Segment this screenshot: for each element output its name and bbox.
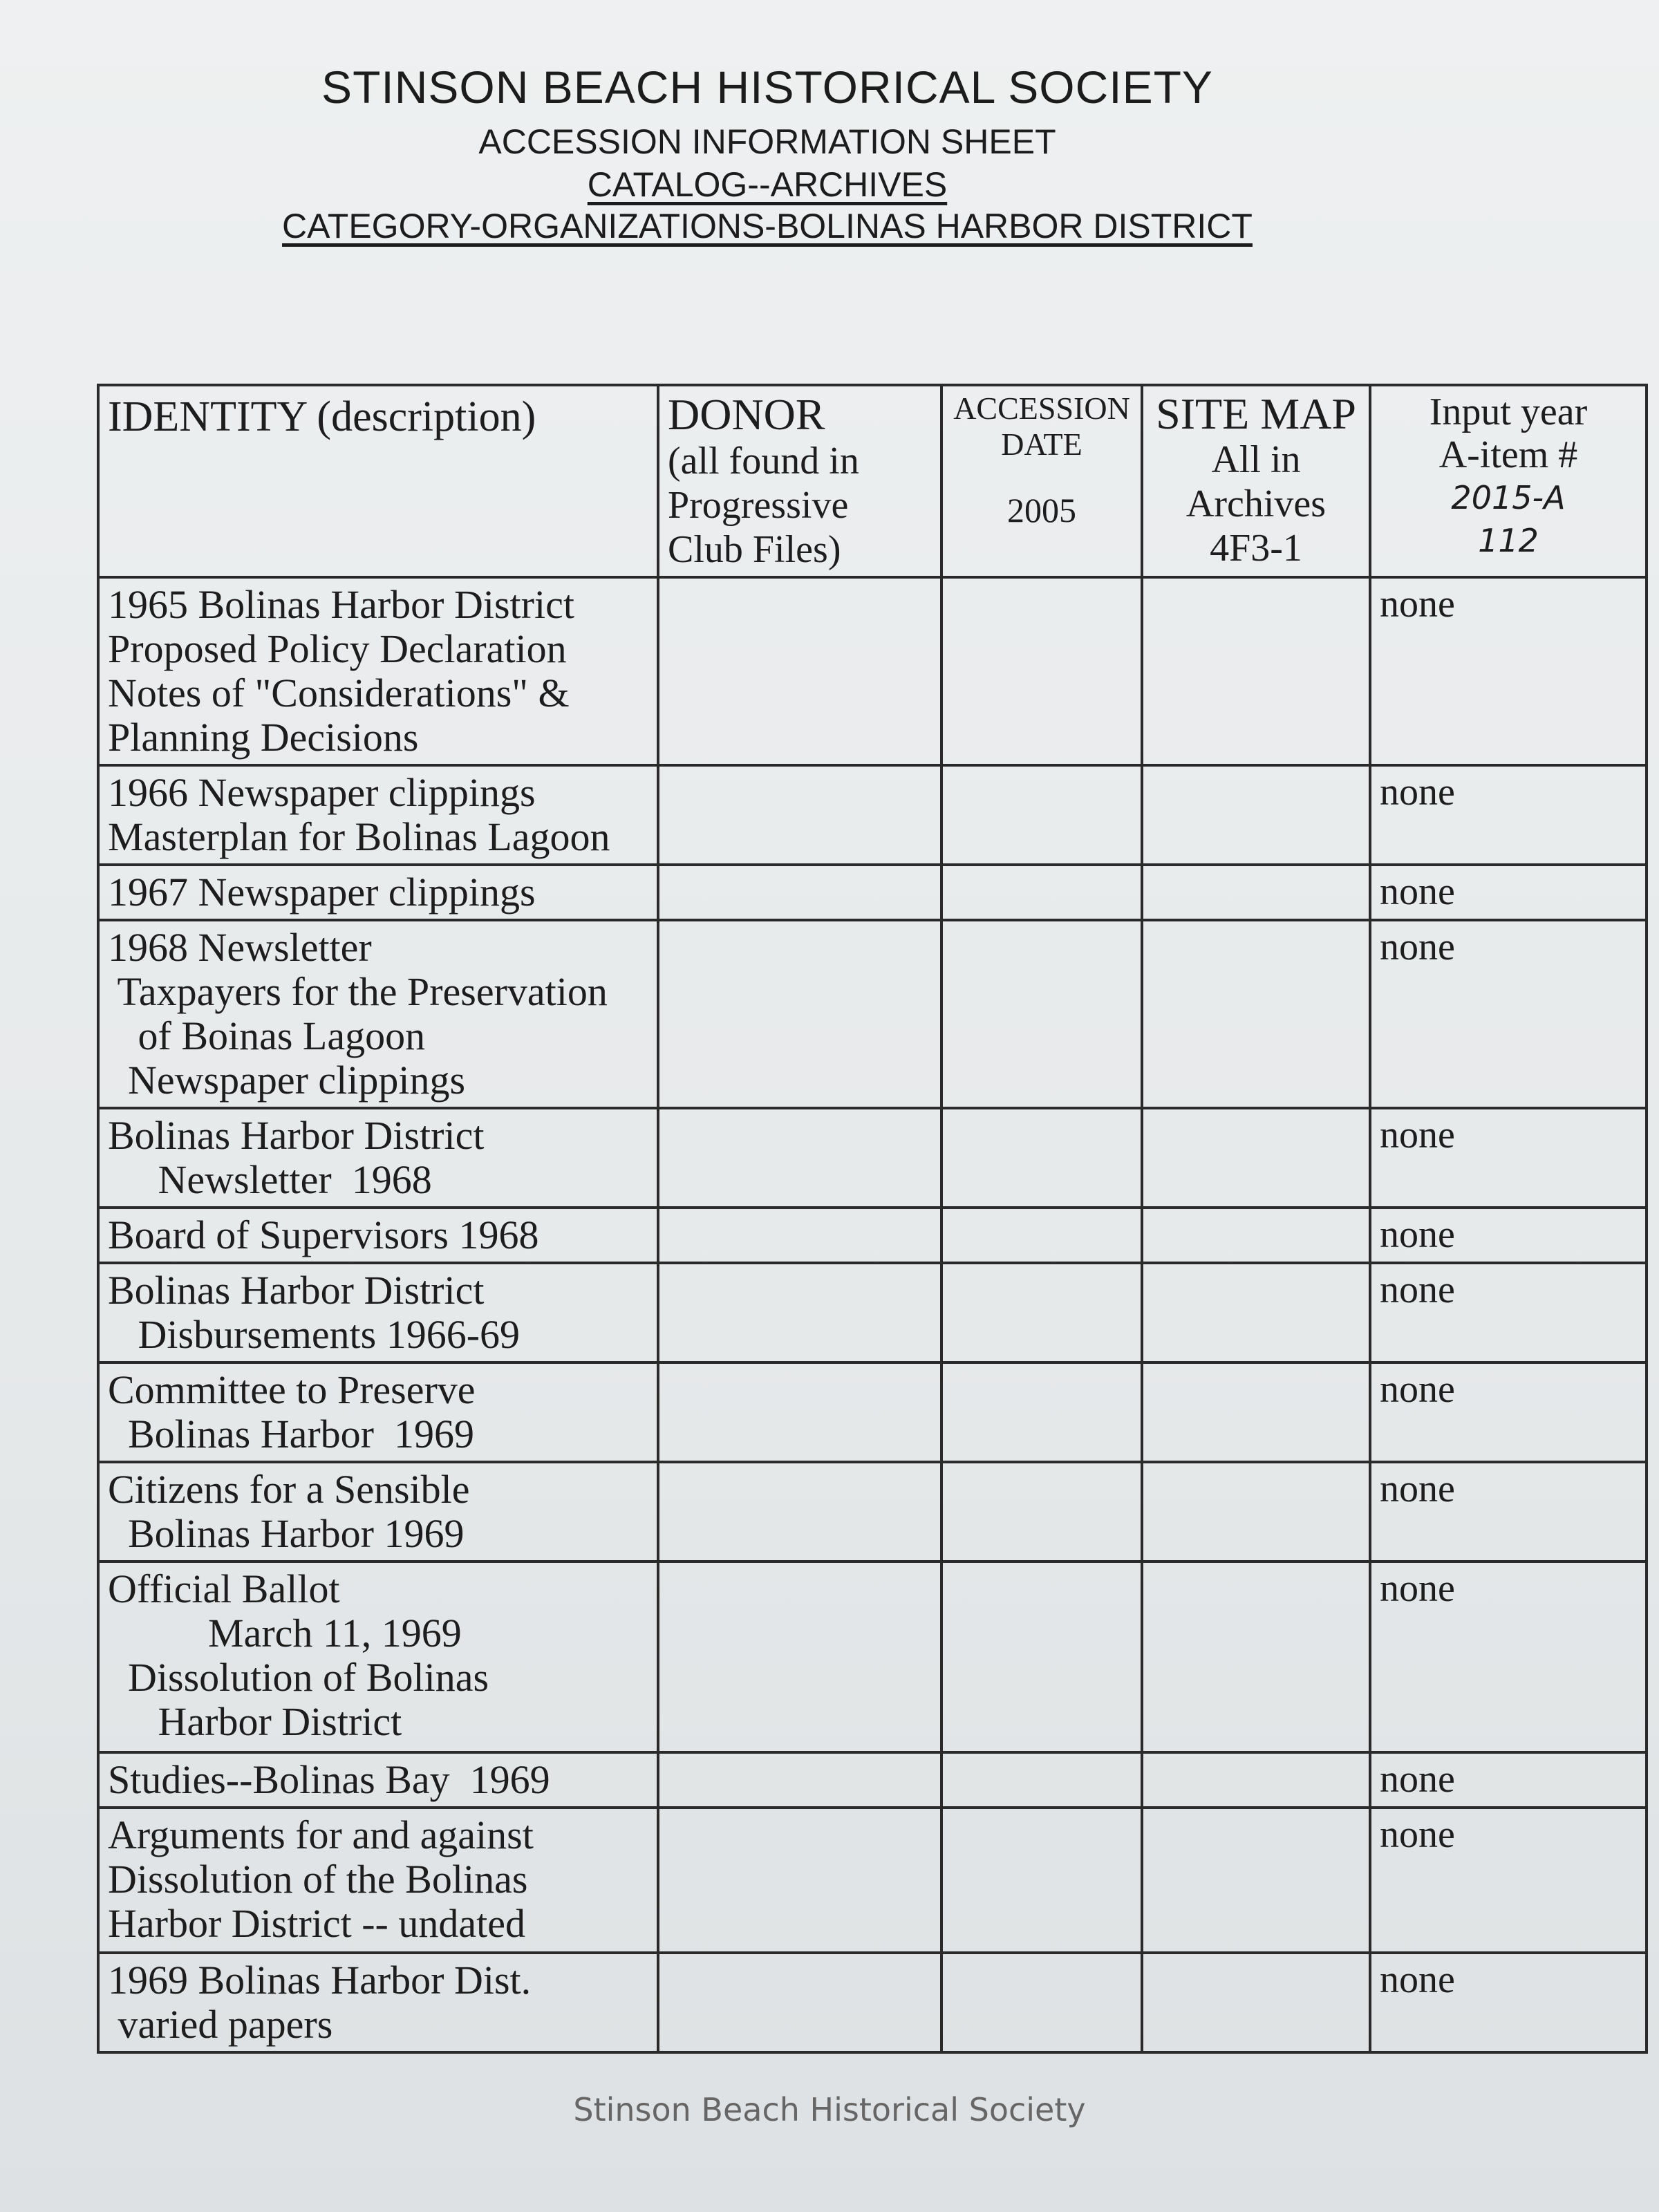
- table-row: [98, 1562, 1647, 1752]
- site-cell: [1142, 1208, 1370, 1263]
- input-cell: none: [1370, 1462, 1647, 1562]
- identity-cell: 1965 Bolinas Harbor District Proposed Policy Declaration Notes of "Considerations" & Planning Decisions: [98, 577, 658, 765]
- table-row: [98, 1808, 1647, 1953]
- input-cell: none: [1370, 1263, 1647, 1362]
- table-row: [98, 1362, 1647, 1462]
- donor-cell: [658, 765, 941, 865]
- donor-cell: [658, 865, 941, 920]
- category-label: CATEGORY-ORGANIZATIONS-BOLINAS HARBOR DISTRICT: [282, 207, 1253, 245]
- table-row: [98, 1953, 1647, 2052]
- input-year-header: [1370, 385, 1647, 577]
- date-cell: [941, 920, 1142, 1108]
- date-cell: [941, 1953, 1142, 2052]
- site-cell: [1142, 920, 1370, 1108]
- donor-cell: [658, 1362, 941, 1462]
- input-cell: none: [1370, 1808, 1647, 1953]
- site-map-title: SITE MAP: [1156, 389, 1356, 438]
- site-cell: [1142, 1362, 1370, 1462]
- input-year-title: Input year A-item #: [1429, 391, 1588, 476]
- input-cell: none: [1370, 865, 1647, 920]
- input-cell: none: [1370, 765, 1647, 865]
- site-cell: [1142, 1752, 1370, 1808]
- identity-cell: 1968 Newsletter Taxpayers for the Preservation of Boinas Lagoon Newspaper clippings: [98, 920, 658, 1108]
- input-cell: none: [1370, 1953, 1647, 2052]
- site-cell: [1142, 577, 1370, 765]
- donor-cell: [658, 1752, 941, 1808]
- input-cell: none: [1370, 1562, 1647, 1752]
- table-row: [98, 920, 1647, 1108]
- site-map-header: [1142, 385, 1370, 577]
- input-cell: none: [1370, 1208, 1647, 1263]
- date-cell: [941, 1752, 1142, 1808]
- site-cell: [1142, 1263, 1370, 1362]
- date-cell: [941, 1362, 1142, 1462]
- donor-cell: [658, 1108, 941, 1208]
- identity-header: IDENTITY (description): [98, 385, 658, 577]
- input-cell: none: [1370, 1752, 1647, 1808]
- table-row: [98, 765, 1647, 865]
- identity-cell: 1969 Bolinas Harbor Dist. varied papers: [98, 1953, 658, 2052]
- identity-cell: Studies--Bolinas Bay 1969: [98, 1752, 658, 1808]
- identity-cell: Board of Supervisors 1968: [98, 1208, 658, 1263]
- donor-cell: [658, 1562, 941, 1752]
- date-cell: [941, 865, 1142, 920]
- site-cell: [1142, 1953, 1370, 2052]
- input-cell: none: [1370, 1108, 1647, 1208]
- donor-cell: [658, 1208, 941, 1263]
- identity-cell: Bolinas Harbor District Newsletter 1968: [98, 1108, 658, 1208]
- table-row: [98, 577, 1647, 765]
- site-cell: [1142, 865, 1370, 920]
- accession-date-title: ACCESSION DATE: [953, 391, 1130, 462]
- table-row: [98, 1462, 1647, 1562]
- site-map-note: All in Archives 4F3-1: [1185, 438, 1327, 570]
- society-title: STINSON BEACH HISTORICAL SOCIETY: [321, 62, 1213, 113]
- date-cell: [941, 1108, 1142, 1208]
- table-header-row: [98, 385, 1647, 577]
- identity-cell: 1966 Newspaper clippings Masterplan for Bolinas Lagoon: [98, 765, 658, 865]
- identity-cell: 1967 Newspaper clippings: [98, 865, 658, 920]
- donor-header-title: DONOR: [668, 390, 825, 439]
- identity-cell: Arguments for and against Dissolution of the Bolinas Harbor District -- undated: [98, 1808, 658, 1953]
- watermark-footer: Stinson Beach Historical Society: [573, 2091, 1086, 2128]
- handwritten-item-number: 2015-A 112: [1451, 479, 1566, 559]
- date-cell: [941, 1462, 1142, 1562]
- accession-table: [97, 384, 1648, 2054]
- identity-cell: Citizens for a Sensible Bolinas Harbor 1969: [98, 1462, 658, 1562]
- table-row: [98, 1208, 1647, 1263]
- input-cell: none: [1370, 577, 1647, 765]
- date-cell: [941, 1263, 1142, 1362]
- identity-cell: Bolinas Harbor District Disbursements 1966-69: [98, 1263, 658, 1362]
- date-cell: [941, 1562, 1142, 1752]
- table-row: [98, 1752, 1647, 1808]
- date-cell: [941, 577, 1142, 765]
- site-cell: [1142, 1808, 1370, 1953]
- site-cell: [1142, 1562, 1370, 1752]
- donor-header-note: (all found in Progressive Club Files): [668, 440, 859, 571]
- identity-cell: Official Ballot March 11, 1969 Dissolution of Bolinas Harbor District: [98, 1562, 658, 1752]
- donor-cell: [658, 577, 941, 765]
- table-row: [98, 1263, 1647, 1362]
- catalog-label: CATALOG--ARCHIVES: [587, 165, 948, 204]
- site-cell: [1142, 1462, 1370, 1562]
- sheet-title: ACCESSION INFORMATION SHEET: [478, 122, 1056, 161]
- donor-cell: [658, 920, 941, 1108]
- identity-cell: Committee to Preserve Bolinas Harbor 1969: [98, 1362, 658, 1462]
- accession-year: 2005: [1007, 491, 1076, 529]
- date-cell: [941, 1208, 1142, 1263]
- input-cell: none: [1370, 920, 1647, 1108]
- site-cell: [1142, 1108, 1370, 1208]
- donor-cell: [658, 1808, 941, 1953]
- donor-header: [658, 385, 941, 577]
- accession-date-header: [941, 385, 1142, 577]
- date-cell: [941, 1808, 1142, 1953]
- site-cell: [1142, 765, 1370, 865]
- table-row: [98, 865, 1647, 920]
- table-row: [98, 1108, 1647, 1208]
- donor-cell: [658, 1953, 941, 2052]
- donor-cell: [658, 1263, 941, 1362]
- input-cell: none: [1370, 1362, 1647, 1462]
- donor-cell: [658, 1462, 941, 1562]
- date-cell: [941, 765, 1142, 865]
